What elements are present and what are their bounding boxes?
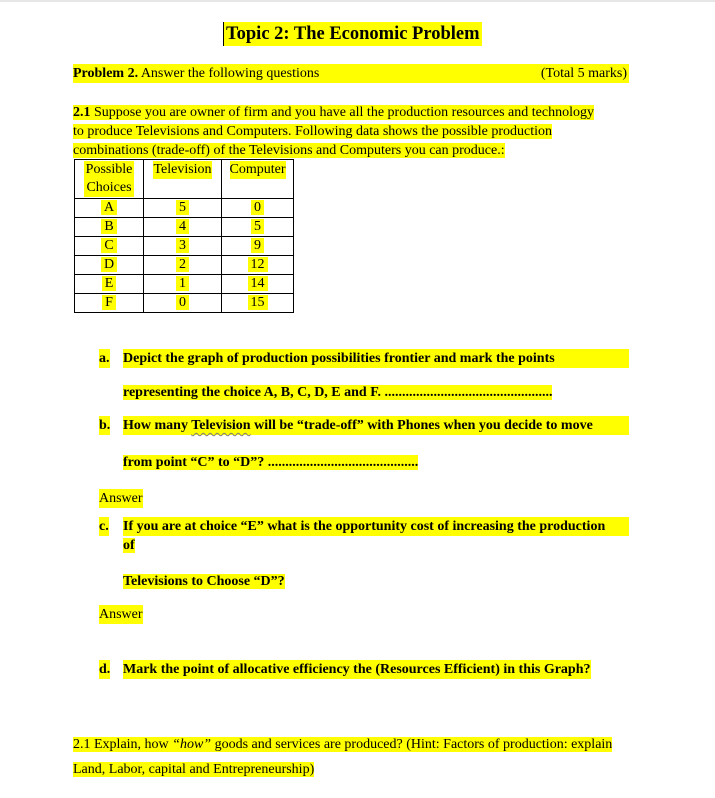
table-cell: 2 [144,256,222,275]
table-cell: 5 [222,218,294,237]
table-row [75,237,294,256]
page-title: Topic 2: The Economic Problem [223,22,482,46]
question-a-line-2-wrap [123,383,552,402]
table-cell: 15 [222,294,294,313]
question-c-line-1: If you are at choice “E” what is the opportunity cost of increasing the production [123,517,629,536]
table-cell: E [75,275,144,294]
question-c-line-2-wrap [123,572,285,591]
question-a-dots: ................................................ [384,385,553,400]
table-cell: 1 [144,275,222,294]
explain-pre: 2.1 Explain, how [73,737,173,752]
table-cell: 14 [222,275,294,294]
question-c-line-2: Televisions to Choose “D”? [123,574,285,589]
table-cell: 0 [144,294,222,313]
intro-line-3: combinations (trade-off) of the Televisions and Computers you can produce.: [73,143,505,158]
question-a-line-2: representing the choice A, B, C, D, E and F. [123,385,381,400]
table-row [75,275,294,294]
table-row [75,256,294,275]
total-marks: (Total 5 marks) [540,66,627,81]
problem-instruction: Answer the following questions [140,66,320,81]
question-d-letter: d. [99,662,111,677]
question-d-line-1: Mark the point of allocative efficiency the (Resources Efficient) in this Graph? [123,662,591,677]
intro-line-2: to produce Televisions and Computers. Following data shows the possible production [73,124,552,139]
table-cell: 9 [222,237,294,256]
table-cell: C [75,237,144,256]
header-computer: Computer [222,160,294,199]
table-header-row [75,160,294,199]
table-cell: 5 [144,199,222,218]
question-b-dots: ........................................... [267,455,419,470]
question-b-word: Television [191,418,251,433]
explain-post: goods and services are produced? (Hint: Factors of production: explain [211,737,613,752]
question-b-post: will be “trade-off” with Phones when you decide to move [254,418,593,433]
question-a-letter: a. [99,351,110,366]
answer-label-2: Answer [99,607,143,622]
table-row [75,294,294,313]
explain-line-2: Land, Labor, capital and Entrepreneurship) [73,762,315,777]
page-top-border [0,0,715,2]
question-b-line-2-wrap [123,453,418,472]
question-a-line-1: Depict the graph of production possibilities frontier and mark the points [123,349,629,368]
intro-line-1: Suppose you are owner of firm and you have all the production resources and technology [94,105,594,120]
table-cell: 0 [222,199,294,218]
explain-question [73,732,633,782]
table-row [75,199,294,218]
problem-label: Problem 2. [73,66,139,81]
header-possible-choices: Possible Choices [75,160,144,199]
question-c-letter: c. [99,519,109,534]
explain-italic: “how” [172,737,212,752]
table-cell: D [75,256,144,275]
intro-number: 2.1 [73,105,91,120]
problem-header [73,64,629,83]
table-cell: 3 [144,237,222,256]
answer-label-1: Answer [99,491,143,506]
table-cell: A [75,199,144,218]
table-cell: F [75,294,144,313]
question-c-line-1b: of [123,538,135,553]
table-cell: B [75,218,144,237]
question-b-letter: b. [99,418,111,433]
table-row [75,218,294,237]
header-television: Television [144,160,222,199]
production-table [74,159,294,313]
question-b-pre: How many [123,418,188,433]
intro-paragraph [73,103,629,160]
question-b-line-2: from point “C” to “D”? [123,455,265,470]
question-c-line-1b-wrap [123,536,135,555]
table-cell: 12 [222,256,294,275]
table-cell: 4 [144,218,222,237]
